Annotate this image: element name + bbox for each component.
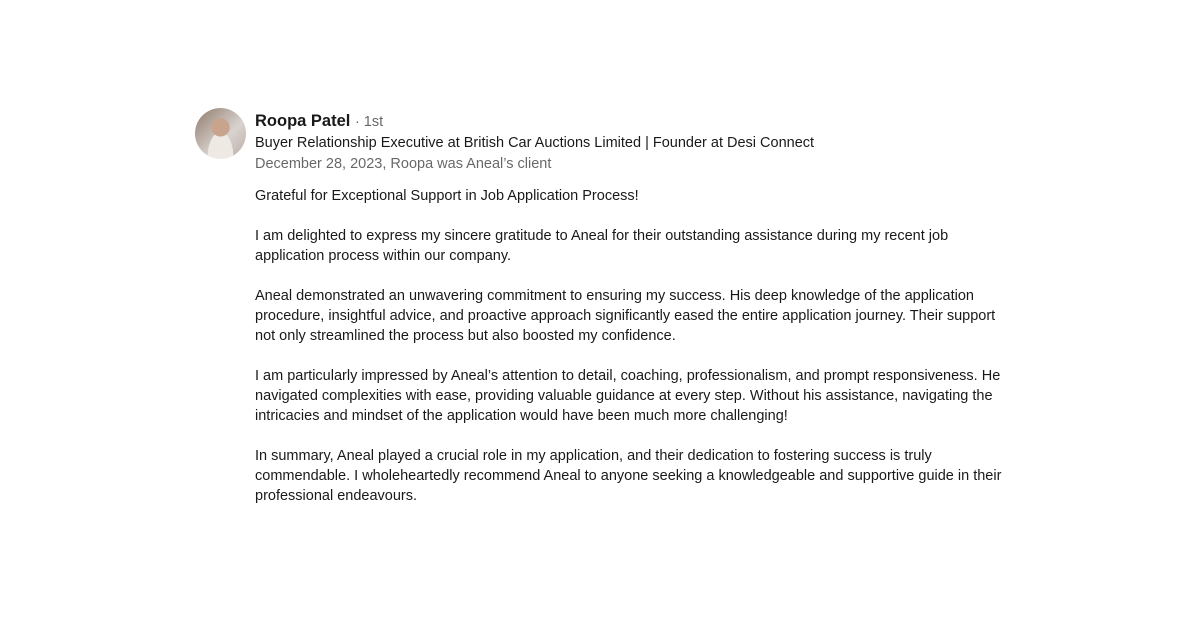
author-headline: Buyer Relationship Executive at British Car Auctions Limited | Founder at Desi Connect bbox=[255, 135, 815, 151]
paragraph: Grateful for Exceptional Support in Job Application Process! bbox=[255, 188, 639, 204]
recommendation-text bbox=[255, 186, 1005, 506]
paragraph: Aneal demonstrated an unwavering commitment to ensuring my success. His deep knowledge of the application procedure, insightful advice, and proactive approach significantly eased the entire application journey. Their support not only streamlined the process but also boosted my confidence. bbox=[255, 288, 996, 344]
author-name[interactable]: Roopa Patel bbox=[255, 112, 351, 130]
avatar[interactable] bbox=[195, 108, 246, 159]
paragraph: I am particularly impressed by Aneal’s attention to detail, coaching, professionalism, and prompt responsiveness. He navigated complexities with ease, providing valuable guidance at every step. Without his assistance, navigating the intricacies and mindset of the application would have been much more challenging! bbox=[255, 368, 1001, 424]
recommendation-body bbox=[255, 110, 1015, 526]
paragraph: In summary, Aneal played a crucial role in my application, and their dedication to fostering success is truly commendable. I wholeheartedly recommend Aneal to anyone seeking a knowledgeable and supportive guide in their professional endeavours. bbox=[255, 448, 1002, 504]
author-row bbox=[255, 110, 1015, 133]
connection-degree: · 1st bbox=[354, 114, 384, 130]
paragraph: I am delighted to express my sincere gratitude to Aneal for their outstanding assistance during my recent job application process within our company. bbox=[255, 228, 949, 264]
recommendation-meta: December 28, 2023, Roopa was Aneal’s client bbox=[255, 156, 552, 172]
